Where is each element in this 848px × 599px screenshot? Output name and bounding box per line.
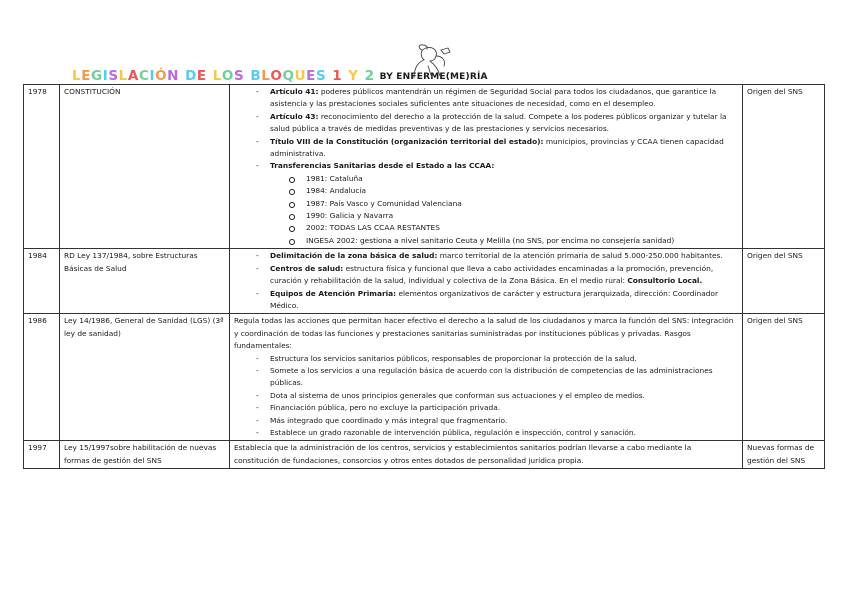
title-letter: U [294, 68, 307, 84]
list-item: - Centros de salud: estructura física y funcional que lleva a cabo actividades encaminadas a la promoción, prevención, curación y rehabilitación de la salud, individual y colectiva de la Zona Básica. En el medio rural: Consultorio Local. [270, 263, 738, 288]
list-item: - Dota al sistema de unos principios generales que conforman sus actuaciones y el empleo de medios. [270, 390, 738, 402]
law-name-cell: Ley 14/1986, General de Sanidad (LGS) (3ª ley de sanidad) [60, 314, 230, 441]
year-cell: 1986 [24, 314, 60, 441]
description-cell [230, 85, 743, 249]
origin-cell: Origen del SNS [743, 249, 825, 314]
list-item: - Artículo 43: reconocimiento del derecho a la protección de la salud. Compete a los poderes públicos organizar y tutelar la salud pública a través de medidas preventivas y de las prestaciones y servicios necesarios. [270, 111, 738, 136]
byline: BY ENFERME(ME)RÍA [379, 72, 488, 82]
law-name-cell: Ley 15/1997sobre habilitación de nuevas formas de gestión del SNS [60, 441, 230, 469]
table-row [24, 249, 825, 314]
table-row [24, 85, 825, 249]
sub-list-item: 1981: Cataluña [306, 173, 738, 185]
title-letter: L [212, 68, 222, 84]
origin-cell: Nuevas formas de gestión del SNS [743, 441, 825, 469]
year-cell: 1978 [24, 85, 60, 249]
list-item: - Más integrado que coordinado y más integral que fragmentario. [270, 415, 738, 427]
title-letter: Q [282, 68, 295, 84]
title-letter: L [118, 68, 128, 84]
description-cell [230, 249, 743, 314]
list-item: - Financiación pública, pero no excluye la participación privada. [270, 402, 738, 414]
title-letter: E [196, 68, 207, 84]
sub-list-item: 1987: País Vasco y Comunidad Valenciana [306, 198, 738, 210]
title-letter: B [250, 68, 262, 84]
year-cell: 1997 [24, 441, 60, 469]
sub-list [270, 173, 738, 247]
origin-cell: Origen del SNS [743, 314, 825, 441]
nurse-doodle-icon [408, 42, 452, 80]
title-letter: L [261, 68, 271, 84]
document-title [72, 68, 375, 84]
list-item: - Equipos de Atención Primaria: elementos organizativos de carácter y estructura jerarquizada, dirección: Coordinador Médico. [270, 288, 738, 313]
list-item: - Título VIII de la Constitución (organización territorial del estado): municipios, provincias y CCAA tienen capacidad administrativa. [270, 136, 738, 161]
bullet-list [234, 86, 738, 247]
title-letter: E [306, 68, 316, 84]
sub-list-item: 2002: TODAS LAS CCAA RESTANTES [306, 222, 738, 234]
title-letter: Y [348, 68, 359, 84]
sub-list-item: 1990: Galicia y Navarra [306, 210, 738, 222]
title-letter: G [91, 68, 103, 84]
list-item: - Transferencias Sanitarias desde el Estado a las CCAA: 1981: Cataluña 1984: Andalucía 1987: País Vasco y Comunidad Valenciana 1990: Galicia y Navarra 2002: TODAS LAS CCAA RESTANTES INGESA 2002: gestiona a nivel sanitario Ceuta y Melilla (no SNS, por encima no consejería sanidad) [270, 160, 738, 247]
legislation-table [23, 84, 825, 469]
sub-list-item: 1984: Andalucía [306, 185, 738, 197]
title-letter: O [221, 68, 234, 84]
title-letter: S [233, 68, 245, 84]
list-item: - Artículo 41: poderes públicos mantendrán un régimen de Seguridad Social para todos los ciudadanos, que garantice la asistencia y las prestaciones sociales suficientes ante situaciones de necesidad, como en el desempleo. [270, 86, 738, 111]
title-letter: A [127, 68, 139, 84]
description-cell [230, 314, 743, 441]
title-letter: Ó [155, 68, 168, 84]
sub-list-item: INGESA 2002: gestiona a nivel sanitario Ceuta y Melilla (no SNS, por encima no consejería sanidad) [306, 235, 738, 247]
law-name-cell: RD Ley 137/1984, sobre Estructuras Básicas de Salud [60, 249, 230, 314]
description-cell: Establecía que la administración de los centros, servicios y establecimientos sanitarios podrían llevarse a cabo mediante la constitución de fundaciones, consorcios y otros entes dotados de personalidad jurídica propia. [230, 441, 743, 469]
title-letter: O [270, 68, 283, 84]
table-row [24, 314, 825, 441]
list-item: - Establece un grado razonable de intervención pública, regulación e inspección, control y sanación. [270, 427, 738, 439]
law-name-cell: CONSTITUCIÓN [60, 85, 230, 249]
year-cell: 1984 [24, 249, 60, 314]
title-letter: S [108, 68, 119, 84]
title-letter: D [185, 68, 197, 84]
title-letter: 1 [332, 68, 343, 84]
list-item: - Somete a los servicios a una regulación básica de acuerdo con la distribución de competencias de las administraciones públicas. [270, 365, 738, 390]
bullet-list [234, 353, 738, 440]
list-item: - Delimitación de la zona básica de salud: marco territorial de la atención primaria de salud 5.000-250.000 habitantes. [270, 250, 738, 262]
origin-cell: Origen del SNS [743, 85, 825, 249]
title-letter: L [72, 68, 82, 84]
title-letter: I [149, 68, 156, 84]
bullet-list [234, 250, 738, 312]
title-letter: 2 [364, 68, 375, 84]
title-letter: N [167, 68, 180, 84]
title-letter: E [81, 68, 92, 84]
table-row [24, 441, 825, 469]
title-letter: I [102, 68, 109, 84]
title-letter: C [138, 68, 150, 84]
list-item: - Estructura los servicios sanitarios públicos, responsables de proporcionar la protección de la salud. [270, 353, 738, 365]
description-intro: Regula todas las acciones que permitan hacer efectivo el derecho a la salud de los ciudadanos y marca la función del SNS: integración y coordinación de todas las funciones y prestaciones sanitarias suministradas por instituciones públicas y privadas. Rasgos fundamentales: [234, 316, 734, 351]
title-letter: S [315, 68, 327, 84]
